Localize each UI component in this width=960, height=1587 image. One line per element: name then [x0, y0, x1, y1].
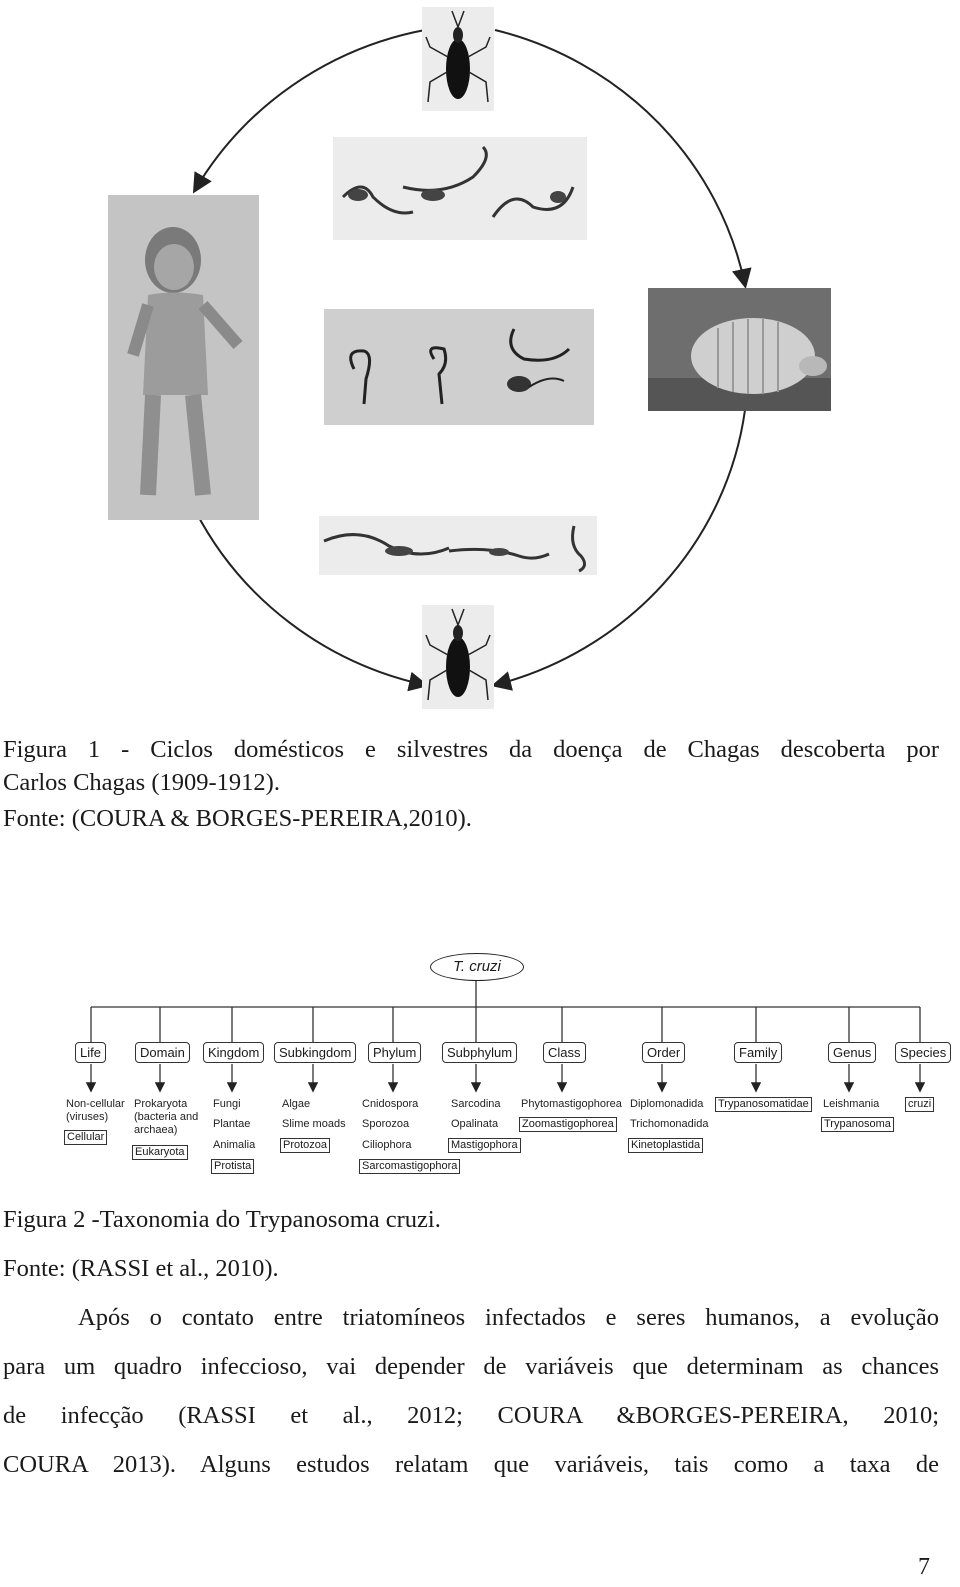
- armadillo-photo: [648, 288, 831, 411]
- family-selected: Trypanosomatidae: [715, 1097, 812, 1112]
- domain-selected: Eukaryota: [132, 1145, 188, 1160]
- species-selected: cruzi: [905, 1097, 934, 1112]
- rank-genus: Genus: [828, 1042, 876, 1063]
- figure-1-caption-line-1: Figura 1 - Ciclos domésticos e silvestres da doença de Chagas descoberta por: [3, 736, 939, 763]
- phylum-item: Sporozoa: [362, 1118, 410, 1130]
- trypanosome-image-2: [324, 309, 594, 425]
- domain-item: archaea): [134, 1124, 178, 1136]
- kingdom-item: Plantae: [213, 1118, 251, 1130]
- page-number: 7: [918, 1554, 930, 1580]
- rank-class: Class: [543, 1042, 586, 1063]
- rank-life: Life: [75, 1042, 106, 1063]
- subkingdom-item: Algae: [282, 1098, 311, 1110]
- phylum-selected: Sarcomastigophora: [359, 1159, 460, 1174]
- child-patient-photo: [108, 195, 259, 520]
- rank-phylum: Phylum: [368, 1042, 421, 1063]
- life-selected: Cellular: [64, 1130, 107, 1145]
- class-selected: Zoomastigophorea: [519, 1117, 617, 1132]
- genus-selected: Trypanosoma: [821, 1117, 894, 1132]
- rank-subkingdom: Subkingdom: [274, 1042, 356, 1063]
- subkingdom-selected: Protozoa: [280, 1138, 330, 1153]
- rank-subphylum: Subphylum: [442, 1042, 517, 1063]
- triatomine-bug-image-top: [422, 7, 494, 111]
- subphylum-item: Sarcodina: [451, 1098, 501, 1110]
- phylum-item: Ciliophora: [362, 1139, 412, 1151]
- rank-kingdom: Kingdom: [203, 1042, 264, 1063]
- figure-2-source: Fonte: (RASSI et al., 2010).: [3, 1255, 279, 1282]
- order-selected: Kinetoplastida: [628, 1138, 703, 1153]
- domain-item: (bacteria and: [134, 1111, 199, 1123]
- figure-1-source: Fonte: (COURA & BORGES-PEREIRA,2010).: [3, 805, 472, 832]
- triatomine-bug-image-bottom: [422, 605, 494, 709]
- order-item: Diplomonadida: [630, 1098, 704, 1110]
- kingdom-selected: Protista: [211, 1159, 254, 1174]
- body-line-2: para um quadro infeccioso, vai depender de variáveis que determinam as chances: [3, 1353, 939, 1380]
- rank-species: Species: [895, 1042, 951, 1063]
- life-item: (viruses): [66, 1111, 109, 1123]
- genus-item: Leishmania: [823, 1098, 880, 1110]
- kingdom-item: Animalia: [213, 1139, 256, 1151]
- taxonomy-connectors: [0, 960, 960, 1110]
- order-item: Trichomonadida: [630, 1118, 709, 1130]
- trypanosome-image-3: [319, 516, 597, 575]
- trypanosome-image-1: [333, 137, 587, 240]
- subphylum-item: Opalinata: [451, 1118, 499, 1130]
- body-line-3: de infecção (RASSI et al., 2012; COURA &BORGES-PEREIRA, 2010;: [3, 1402, 939, 1429]
- phylum-item: Cnidospora: [362, 1098, 419, 1110]
- rank-family: Family: [734, 1042, 782, 1063]
- subkingdom-item: Slime moads: [282, 1118, 346, 1130]
- domain-item: Prokaryota: [134, 1098, 188, 1110]
- figure-1-caption-line-2: Carlos Chagas (1909-1912).: [3, 769, 280, 796]
- subphylum-selected: Mastigophora: [448, 1138, 521, 1153]
- life-item: Non-cellular: [66, 1098, 125, 1110]
- taxonomy-root-node: T. cruzi: [430, 953, 524, 981]
- kingdom-item: Fungi: [213, 1098, 241, 1110]
- body-line-1: Após o contato entre triatomíneos infectados e seres humanos, a evolução: [78, 1304, 939, 1331]
- rank-order: Order: [642, 1042, 685, 1063]
- figure-2-caption: Figura 2 -Taxonomia do Trypanosoma cruzi.: [3, 1206, 441, 1233]
- body-line-4: COURA 2013). Alguns estudos relatam que variáveis, tais como a taxa de: [3, 1451, 939, 1478]
- rank-domain: Domain: [135, 1042, 190, 1063]
- class-item: Phytomastigophorea: [521, 1098, 622, 1110]
